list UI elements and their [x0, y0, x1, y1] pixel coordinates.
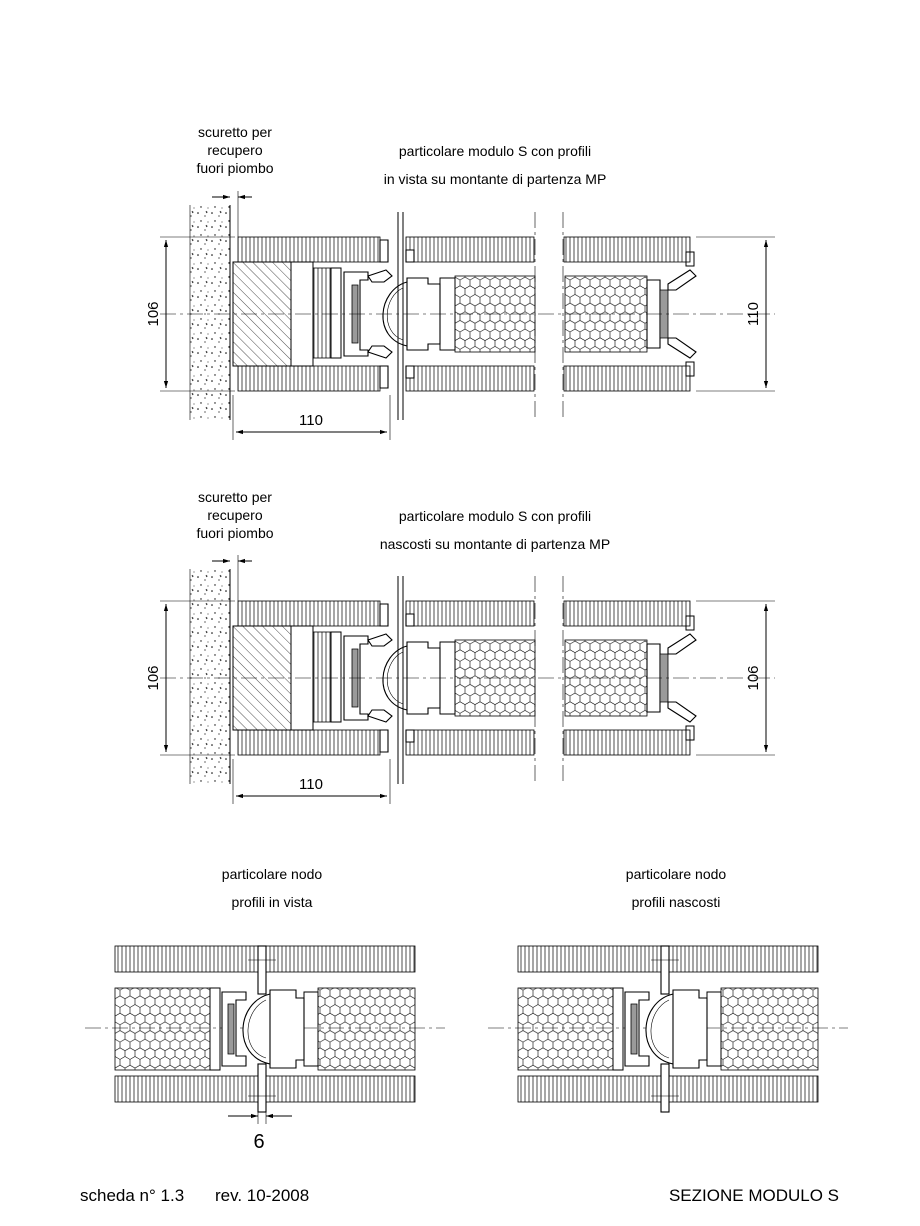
scuretto-label-line2: recupero: [207, 142, 263, 158]
section-middle-geometry: [160, 555, 775, 804]
dim-bottom: 110: [299, 412, 323, 429]
title-block: [80, 1186, 839, 1205]
dim-left: 106: [145, 665, 162, 691]
scuretto-label-line1: scuretto per: [198, 124, 272, 140]
dim-left: 106: [145, 301, 162, 327]
node-title-line2: profili nascosti: [631, 894, 721, 910]
section-title-line1: particolare modulo S con profili: [398, 508, 592, 524]
scuretto-label-line2: recupero: [207, 507, 263, 523]
scuretto-label-line3: fuori piombo: [196, 525, 274, 541]
node-visible: [85, 866, 445, 1153]
node-title-line1: particolare nodo: [625, 866, 727, 882]
node-title-line1: particolare nodo: [221, 866, 323, 882]
section-top: [145, 124, 775, 440]
drawing-title: SEZIONE MODULO S: [668, 1186, 839, 1205]
dim-right: 110: [745, 302, 762, 326]
section-title-line2: nascosti su montante di partenza MP: [379, 536, 611, 552]
dim-6-value: 6: [253, 1131, 265, 1153]
section-top-geometry: [160, 191, 775, 440]
section-title-line1: particolare modulo S con profili: [398, 143, 592, 159]
node-hidden: [488, 866, 848, 1112]
scuretto-label-line3: fuori piombo: [196, 160, 274, 176]
section-title-line2: in vista su montante di partenza MP: [383, 171, 607, 187]
section-middle: [145, 489, 775, 804]
node-title-line2: profili in vista: [231, 894, 313, 910]
revision: rev. 10-2008: [215, 1186, 310, 1205]
node-visible-geometry: [85, 946, 445, 1112]
dim-right: 106: [745, 665, 762, 691]
node-hidden-geometry: [488, 946, 848, 1112]
scuretto-label-line1: scuretto per: [198, 489, 272, 505]
dim-bottom: 110: [299, 776, 323, 793]
sheet-number: scheda n° 1.3: [80, 1186, 185, 1205]
